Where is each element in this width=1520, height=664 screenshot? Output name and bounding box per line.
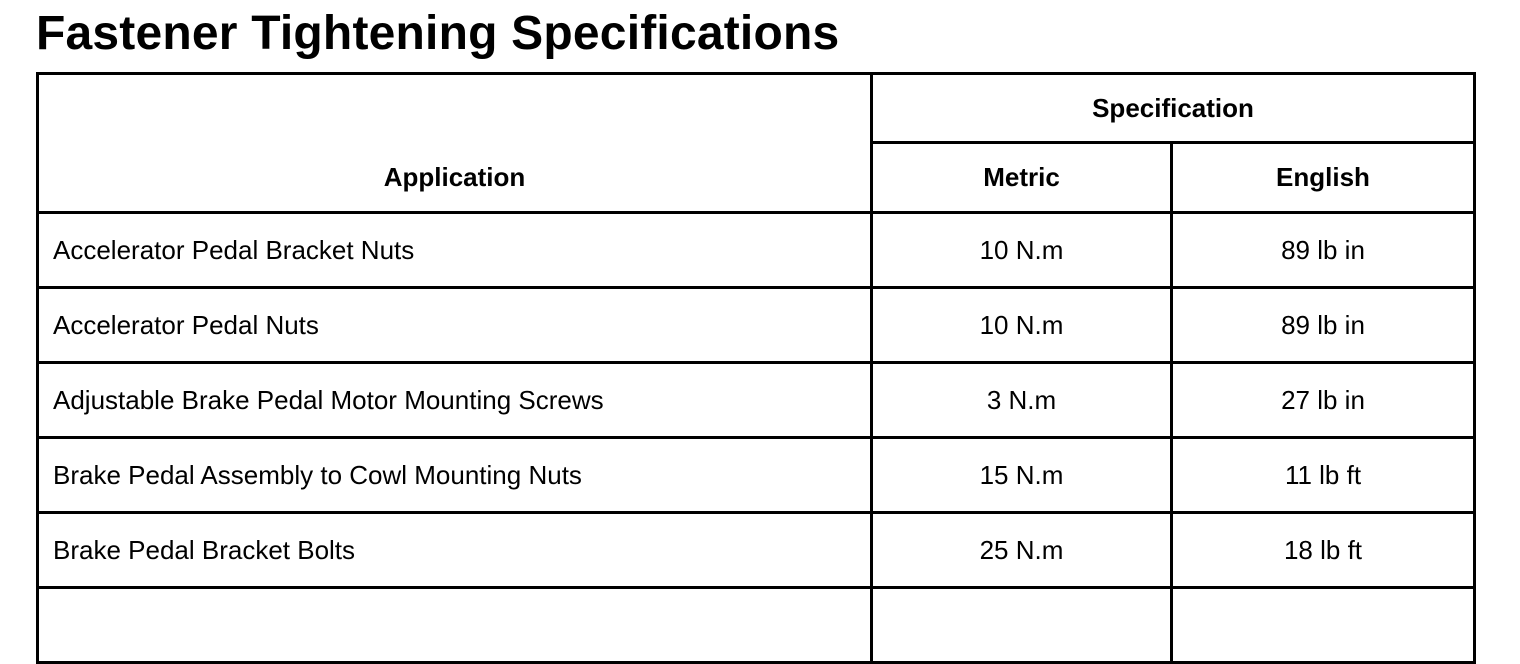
specification-table xyxy=(36,72,1476,664)
table-row xyxy=(38,588,1475,663)
cell-application xyxy=(38,588,872,663)
table-row xyxy=(38,288,1475,363)
cell-english xyxy=(1172,588,1475,663)
cell-application: Brake Pedal Bracket Bolts xyxy=(38,513,872,588)
cell-application: Adjustable Brake Pedal Motor Mounting Screws xyxy=(38,363,872,438)
table-row xyxy=(38,438,1475,513)
cell-english: 89 lb in xyxy=(1172,288,1475,363)
table-row xyxy=(38,363,1475,438)
header-application: Application xyxy=(38,74,872,213)
cell-metric xyxy=(872,588,1172,663)
cell-metric: 10 N.m xyxy=(872,288,1172,363)
page-title: Fastener Tightening Specifications xyxy=(36,7,840,60)
table-row xyxy=(38,513,1475,588)
cell-english: 18 lb ft xyxy=(1172,513,1475,588)
cell-metric: 25 N.m xyxy=(872,513,1172,588)
cell-english: 89 lb in xyxy=(1172,213,1475,288)
cell-english: 11 lb ft xyxy=(1172,438,1475,513)
cell-application: Accelerator Pedal Nuts xyxy=(38,288,872,363)
table-header-row xyxy=(38,74,1475,143)
header-metric: Metric xyxy=(872,143,1172,213)
cell-metric: 15 N.m xyxy=(872,438,1172,513)
cell-metric: 3 N.m xyxy=(872,363,1172,438)
cell-english: 27 lb in xyxy=(1172,363,1475,438)
header-specification: Specification xyxy=(872,74,1475,143)
cell-metric: 10 N.m xyxy=(872,213,1172,288)
header-english: English xyxy=(1172,143,1475,213)
cell-application: Accelerator Pedal Bracket Nuts xyxy=(38,213,872,288)
cell-application: Brake Pedal Assembly to Cowl Mounting Nuts xyxy=(38,438,872,513)
table-row xyxy=(38,213,1475,288)
